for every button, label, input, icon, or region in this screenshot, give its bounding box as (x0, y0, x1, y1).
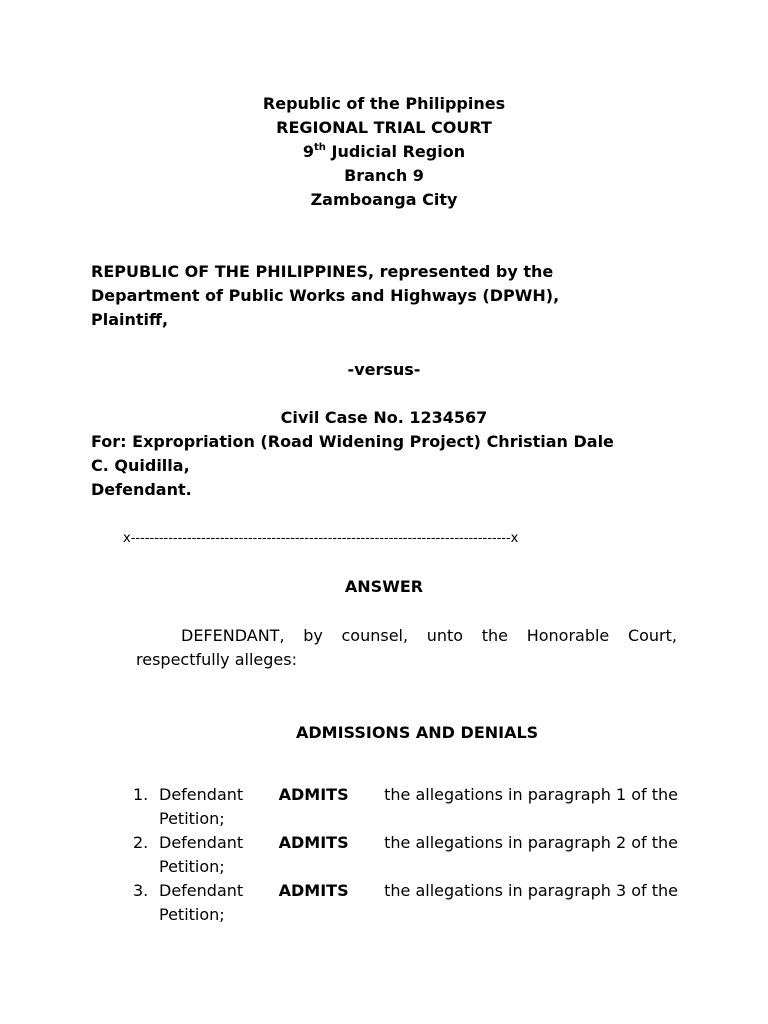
list-item (133, 831, 678, 879)
item-continuation: Petition; (159, 857, 225, 876)
item-continuation: Petition; (159, 905, 225, 924)
plaintiff-label: Plaintiff, (91, 310, 169, 329)
plaintiff-caption (91, 260, 691, 332)
header-region (0, 140, 768, 164)
document-title: ANSWER (344, 577, 424, 596)
defendant-line: C. Quidilla, (91, 456, 190, 475)
list-item (133, 783, 678, 831)
section-heading: ADMISSIONS AND DENIALS (296, 723, 539, 742)
item-subject: Defendant (159, 785, 244, 804)
caption-separator: x---------------------------------------------------------------------------------x (123, 531, 519, 546)
region-number: 9 (302, 142, 315, 161)
item-number: 3. (133, 881, 149, 900)
item-text: the allegations in paragraph 3 of the (384, 881, 678, 900)
plaintiff-line: REPUBLIC OF THE PHILIPPINES, represented by the (91, 262, 554, 281)
versus-label: -versus- (347, 360, 421, 379)
header-republic: Republic of the Philippines (262, 94, 506, 113)
item-continuation: Petition; (159, 809, 225, 828)
region-label: Judicial Region (325, 142, 466, 161)
defendant-line: For: Expropriation (Road Widening Project) Christian Dale (91, 432, 614, 451)
defendant-label: Defendant. (91, 480, 192, 499)
item-verb: ADMITS (278, 785, 349, 804)
admissions-list (133, 783, 678, 927)
header-court: REGIONAL TRIAL COURT (276, 118, 492, 137)
item-number: 1. (133, 785, 149, 804)
plaintiff-line: Department of Public Works and Highways (DPWH), (91, 286, 560, 305)
item-subject: Defendant (159, 833, 244, 852)
region-ordinal-suffix: th (314, 141, 326, 153)
list-item (133, 879, 678, 927)
item-verb: ADMITS (278, 833, 349, 852)
intro-paragraph: DEFENDANT, by counsel, unto the Honorable Court, respectfully alleges: (136, 626, 677, 669)
item-number: 2. (133, 833, 149, 852)
case-number: Civil Case No. 1234567 (280, 408, 488, 427)
header-city: Zamboanga City (310, 190, 458, 209)
item-subject: Defendant (159, 881, 244, 900)
defendant-caption (91, 430, 691, 502)
court-header (0, 92, 768, 212)
item-verb: ADMITS (278, 881, 349, 900)
item-text: the allegations in paragraph 1 of the (384, 785, 678, 804)
item-text: the allegations in paragraph 2 of the (384, 833, 678, 852)
header-branch: Branch 9 (344, 166, 424, 185)
